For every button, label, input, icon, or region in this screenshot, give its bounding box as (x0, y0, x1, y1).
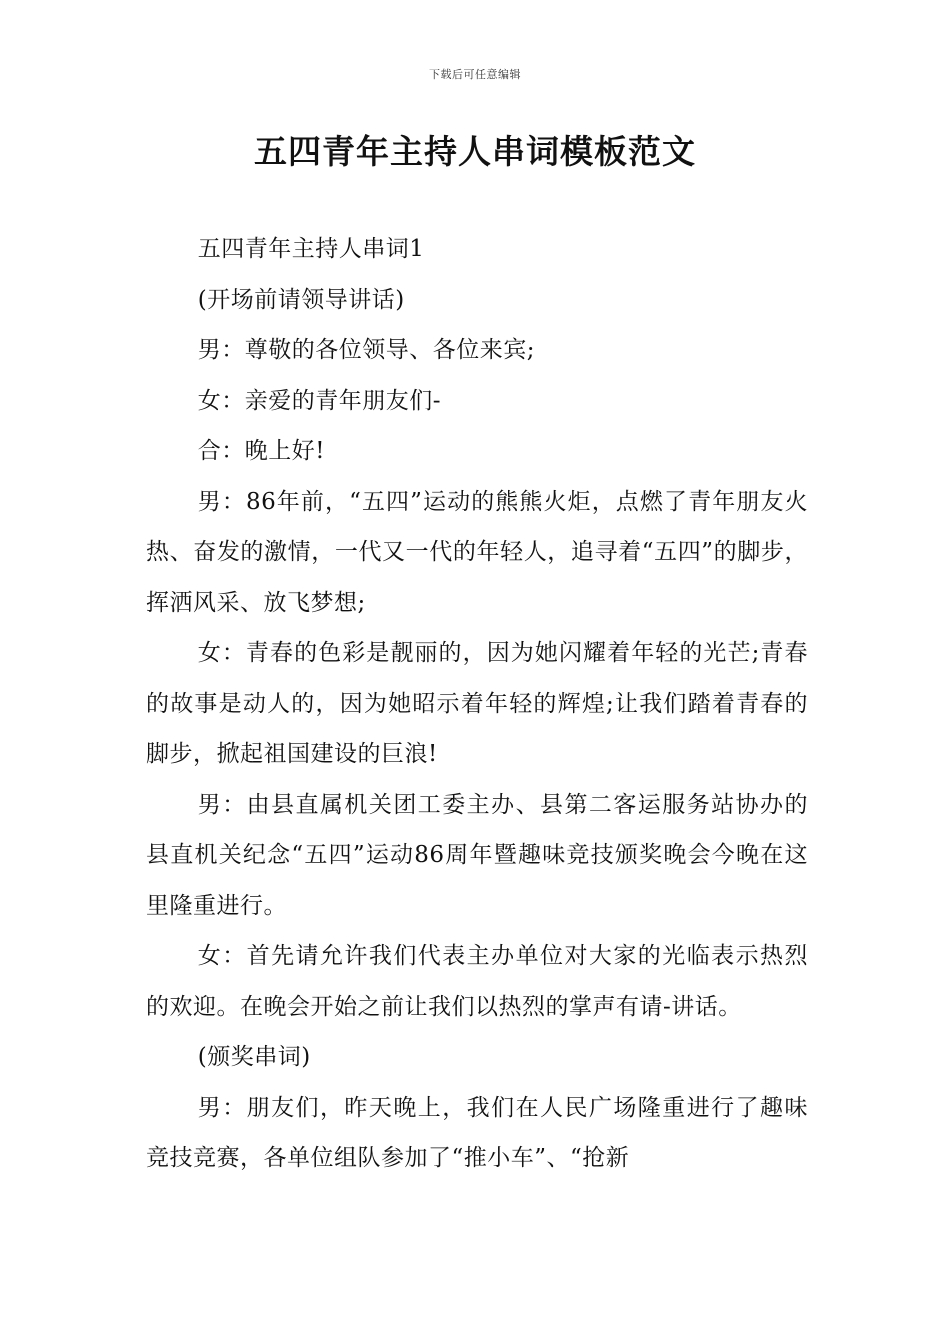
paragraph: 男：尊敬的各位领导、各位来宾; (197, 337, 535, 363)
document-body (146, 224, 808, 1184)
paragraph: 五四青年主持人串词1 (197, 236, 425, 262)
paragraph: 女：青春的色彩是靓丽的，因为她闪耀着年轻的光芒;青春的故事是动人的，因为她昭示着年轻的辉煌;让我们踏着青春的脚步，掀起祖国建设的巨浪! (146, 640, 808, 767)
paragraph: 女：亲爱的青年朋友们- (197, 387, 442, 414)
paragraph: 女：首先请允许我们代表主办单位对大家的光临表示热烈的欢迎。在晚会开始之前让我们以热烈的掌声有请-讲话。 (146, 943, 808, 1020)
paragraph: (颁奖串词) (197, 1044, 311, 1070)
paragraph: 男：86年前，“五四”运动的熊熊火炬，点燃了青年朋友火热、奋发的激情，一代又一代的年轻人，追寻着“五四”的脚步，挥洒风采、放飞梦想; (146, 488, 808, 616)
paragraph: 合：晚上好! (197, 438, 325, 464)
paragraph: 男：朋友们，昨天晚上，我们在人民广场隆重进行了趣味竞技竞赛，各单位组队参加了“推小车”、“抢新 (146, 1094, 808, 1171)
document-title: 五四青年主持人串词模板范文 (254, 132, 696, 171)
header-note: 下载后可任意编辑 (429, 68, 521, 81)
paragraph: (开场前请领导讲话) (197, 286, 405, 313)
paragraph: 男：由县直属机关团工委主办、县第二客运服务站协办的县直机关纪念“五四”运动86周年暨趣味竞技颁奖晚会今晚在这里隆重进行。 (146, 791, 808, 919)
